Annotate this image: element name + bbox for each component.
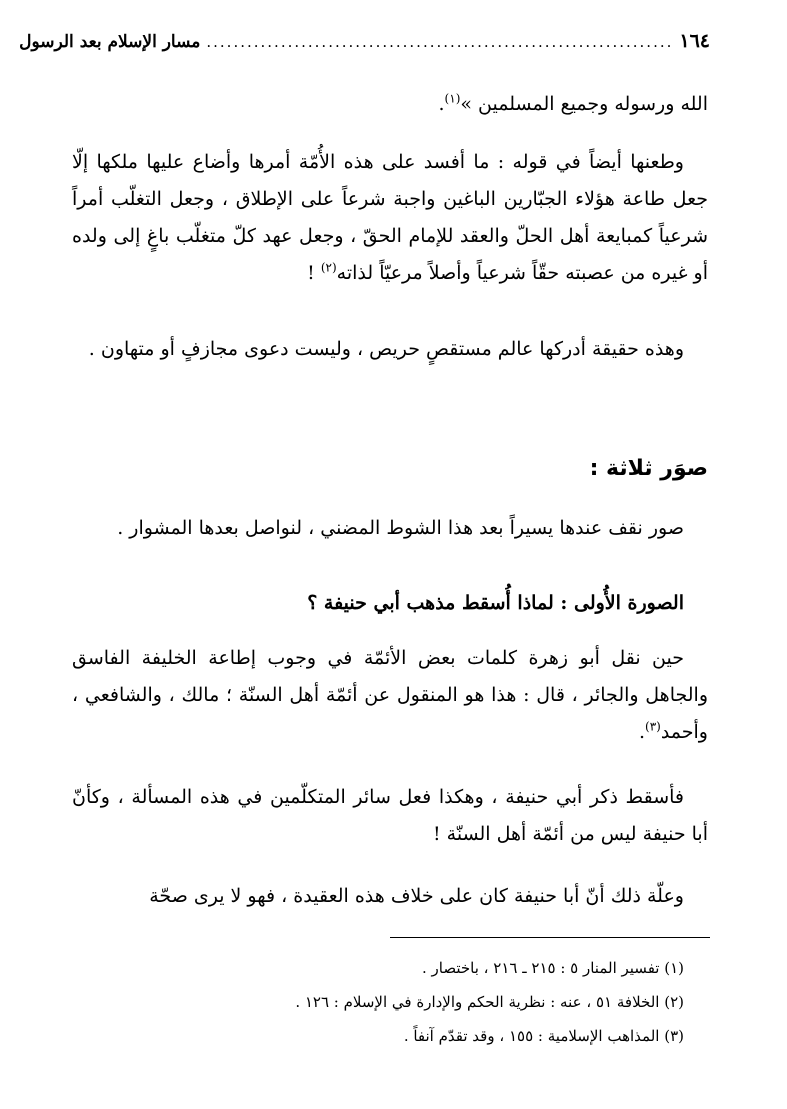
footnote-ref-2: (٢) bbox=[320, 260, 337, 275]
paragraph-2-text: وطعنها أيضاً في قوله : ما أفسد على هذه الأُمّة أمرها وأضاع عليها ملكها إلّا جعل طاعة هؤلاء الجبّارين الباغين واجبة شرعاً على الإطلاق ، وجعل التغلّب أمراً شرعياً كمبايعة أهل الحلّ والعقد للإمام الحقّ ، وجعل عهد كلّ متغلّب باغٍ إلى ولده أو غيره من عصبته حقّاً شرعياً وأصلاً مرعيّاً لذاته bbox=[72, 151, 708, 284]
footnote-ref-3: (٣) bbox=[645, 719, 661, 734]
paragraph-1 bbox=[72, 86, 708, 123]
paragraph-5-text: حين نقل أبو زهرة كلمات بعض الأئمّة في وجوب إطاعة الخليفة الفاسق والجاهل والجائر ، قال : هذا هو المنقول عن أئمّة أهل السنّة ؛ مالك ، والشافعي ، وأحمد bbox=[72, 647, 708, 743]
paragraph-1-end: . bbox=[438, 93, 445, 115]
paragraph-5-end: . bbox=[638, 721, 645, 743]
section-heading: صوَر ثلاثة : bbox=[589, 456, 708, 481]
running-title: مسار الإسلام بعد الرسول bbox=[19, 32, 201, 52]
footnote-separator bbox=[390, 937, 710, 938]
paragraph-5 bbox=[72, 640, 708, 751]
footnote-3: (٣) المذاهب الإسلامية : ١٥٥ ، وقد تقدّم آنفاً . bbox=[403, 1027, 684, 1045]
paragraph-4-text: صور نقف عندها يسيراً بعد هذا الشوط المضني ، لنواصل بعدها المشوار . bbox=[117, 517, 684, 539]
paragraph-3 bbox=[72, 331, 708, 368]
paragraph-6-text: فأسقط ذكر أبي حنيفة ، وهكذا فعل سائر المتكلّمين في هذه المسألة ، وكأنّ أبا حنيفة ليس من أئمّة أهل السنّة ! bbox=[72, 786, 708, 845]
footnote-ref-1: (١) bbox=[444, 91, 461, 106]
subheading: الصورة الأُولى : لماذا أُسقط مذهب أبي حنيفة ؟ bbox=[307, 592, 684, 614]
paragraph-7-text: وعلّة ذلك أنّ أبا حنيفة كان على خلاف هذه العقيدة ، فهو لا يرى صحّة bbox=[149, 885, 684, 907]
paragraph-7 bbox=[72, 878, 708, 915]
paragraph-2 bbox=[72, 144, 708, 292]
page-number: ١٦٤ bbox=[679, 30, 710, 52]
paragraph-1-text: الله ورسوله وجميع المسلمين » bbox=[460, 93, 708, 115]
footnote-2: (٢) الخلافة ٥١ ، عنه : نظرية الحكم والإدارة في الإسلام : ١٢٦ . bbox=[295, 993, 684, 1011]
paragraph-4 bbox=[72, 510, 708, 547]
paragraph-2-end: ! bbox=[307, 262, 321, 284]
paragraph-6 bbox=[72, 779, 708, 853]
page-header bbox=[19, 28, 710, 55]
footnote-1: (١) تفسير المنار ٥ : ٢١٥ ـ ٢١٦ ، باختصار . bbox=[422, 959, 684, 977]
paragraph-3-text: وهذه حقيقة أدركها عالم مستقصٍ حريص ، وليست دعوى مجازفٍ أو متهاون . bbox=[88, 338, 684, 360]
leader-dots: ..................................................................... bbox=[206, 33, 674, 51]
